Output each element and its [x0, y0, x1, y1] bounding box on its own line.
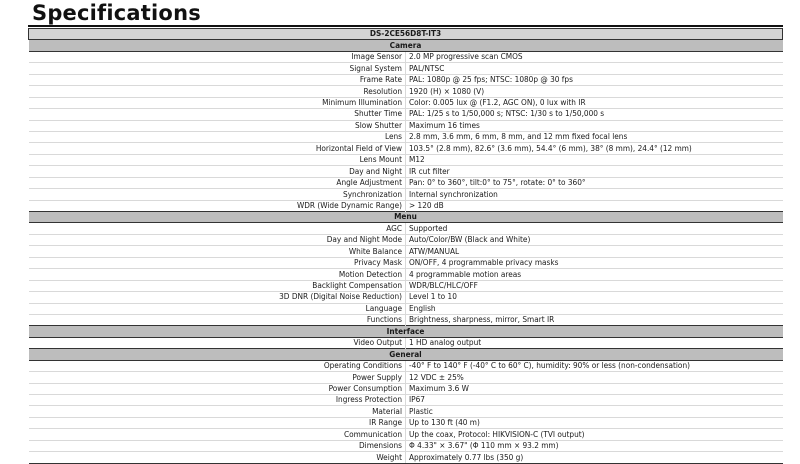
spec-row	[29, 314, 783, 325]
spec-value: Plastic	[406, 406, 783, 417]
spec-row	[29, 303, 783, 314]
spec-row	[29, 97, 783, 108]
spec-row	[29, 74, 783, 85]
spec-row	[29, 440, 783, 451]
spec-value: Up the coax, Protocol: HIKVISION-C (TVI output)	[406, 429, 783, 440]
spec-label: Day and Night	[29, 166, 406, 177]
section-title: Menu	[29, 212, 783, 223]
spec-value: ATW/MANUAL	[406, 246, 783, 257]
spec-label: WDR (Wide Dynamic Range)	[29, 200, 406, 211]
spec-value: Maximum 16 times	[406, 120, 783, 131]
model-name: DS-2CE56D8T-IT3	[29, 29, 783, 40]
spec-label: Backlight Compensation	[29, 280, 406, 291]
section-title: Interface	[29, 326, 783, 337]
spec-label: Lens	[29, 131, 406, 142]
spec-value: Level 1 to 10	[406, 292, 783, 303]
spec-row	[29, 280, 783, 291]
spec-value: Supported	[406, 223, 783, 234]
section-header-general	[29, 349, 783, 360]
spec-value: 12 VDC ± 25%	[406, 372, 783, 383]
spec-label: Signal System	[29, 63, 406, 74]
spec-label: IR Range	[29, 417, 406, 428]
spec-value: PAL: 1/25 s to 1/50,000 s; NTSC: 1/30 s to 1/50,000 s	[406, 109, 783, 120]
spec-label: Angle Adjustment	[29, 177, 406, 188]
spec-label: Image Sensor	[29, 51, 406, 62]
spec-row	[29, 246, 783, 257]
spec-row	[29, 234, 783, 245]
spec-label: Weight	[29, 452, 406, 463]
spec-label: Power Consumption	[29, 383, 406, 394]
spec-label: AGC	[29, 223, 406, 234]
spec-row	[29, 86, 783, 97]
spec-label: Functions	[29, 314, 406, 325]
spec-value: Pan: 0° to 360°, tilt:0° to 75°, rotate: 0° to 360°	[406, 177, 783, 188]
spec-row	[29, 360, 783, 371]
section-title: Camera	[29, 40, 783, 51]
spec-label: Video Output	[29, 337, 406, 348]
spec-label: Communication	[29, 429, 406, 440]
spec-value: Up to 130 ft (40 m)	[406, 417, 783, 428]
spec-value: Approximately 0.77 lbs (350 g)	[406, 452, 783, 463]
spec-row	[29, 383, 783, 394]
section-header-menu	[29, 212, 783, 223]
spec-row	[29, 395, 783, 406]
spec-value: Brightness, sharpness, mirror, Smart IR	[406, 314, 783, 325]
spec-row	[29, 154, 783, 165]
spec-label: Motion Detection	[29, 269, 406, 280]
spec-label: Ingress Protection	[29, 395, 406, 406]
spec-label: Power Supply	[29, 372, 406, 383]
spec-value: PAL: 1080p @ 25 fps; NTSC: 1080p @ 30 fps	[406, 74, 783, 85]
spec-label: Frame Rate	[29, 74, 406, 85]
spec-label: Dimensions	[29, 440, 406, 451]
spec-value: 1920 (H) × 1080 (V)	[406, 86, 783, 97]
spec-row	[29, 51, 783, 62]
spec-row	[29, 109, 783, 120]
spec-row	[29, 452, 783, 463]
spec-row	[29, 189, 783, 200]
spec-row	[29, 417, 783, 428]
spec-row	[29, 223, 783, 234]
spec-value: Maximum 3.6 W	[406, 383, 783, 394]
spec-label: Horizontal Field of View	[29, 143, 406, 154]
section-header-interface	[29, 326, 783, 337]
specifications-table	[28, 28, 783, 464]
spec-value: Auto/Color/BW (Black and White)	[406, 234, 783, 245]
spec-value: ON/OFF, 4 programmable privacy masks	[406, 257, 783, 268]
spec-label: Operating Conditions	[29, 360, 406, 371]
spec-row	[29, 63, 783, 74]
spec-row	[29, 292, 783, 303]
spec-label: Language	[29, 303, 406, 314]
spec-label: Privacy Mask	[29, 257, 406, 268]
spec-row	[29, 337, 783, 348]
spec-value: 1 HD analog output	[406, 337, 783, 348]
section-header-camera	[29, 40, 783, 51]
spec-row	[29, 177, 783, 188]
spec-label: Material	[29, 406, 406, 417]
spec-value: -40° F to 140° F (-40° C to 60° C), humidity: 90% or less (non-condensation)	[406, 360, 783, 371]
spec-label: Minimum Illumination	[29, 97, 406, 108]
spec-row	[29, 200, 783, 211]
spec-row	[29, 269, 783, 280]
spec-label: Slow Shutter	[29, 120, 406, 131]
spec-value: English	[406, 303, 783, 314]
spec-value: > 120 dB	[406, 200, 783, 211]
spec-value: M12	[406, 154, 783, 165]
spec-row	[29, 143, 783, 154]
section-title: General	[29, 349, 783, 360]
spec-label: Day and Night Mode	[29, 234, 406, 245]
spec-row	[29, 120, 783, 131]
spec-label: Shutter Time	[29, 109, 406, 120]
spec-value: 103.5° (2.8 mm), 82.6° (3.6 mm), 54.4° (6 mm), 38° (8 mm), 24.4° (12 mm)	[406, 143, 783, 154]
spec-value: IR cut filter	[406, 166, 783, 177]
title-divider	[28, 25, 783, 27]
page-title: Specifications	[32, 1, 201, 25]
spec-row	[29, 166, 783, 177]
spec-value: 2.8 mm, 3.6 mm, 6 mm, 8 mm, and 12 mm fixed focal lens	[406, 131, 783, 142]
spec-value: IP67	[406, 395, 783, 406]
spec-value: Φ 4.33" × 3.67" (Φ 110 mm × 93.2 mm)	[406, 440, 783, 451]
spec-row	[29, 257, 783, 268]
spec-label: Lens Mount	[29, 154, 406, 165]
specifications-table-body	[29, 29, 783, 464]
spec-row	[29, 406, 783, 417]
spec-label: White Balance	[29, 246, 406, 257]
spec-row	[29, 429, 783, 440]
spec-value: PAL/NTSC	[406, 63, 783, 74]
spec-value: 4 programmable motion areas	[406, 269, 783, 280]
spec-label: Resolution	[29, 86, 406, 97]
spec-value: WDR/BLC/HLC/OFF	[406, 280, 783, 291]
spec-value: 2.0 MP progressive scan CMOS	[406, 51, 783, 62]
spec-row	[29, 372, 783, 383]
spec-value: Color: 0.005 lux @ (F1.2, AGC ON), 0 lux with IR	[406, 97, 783, 108]
spec-row	[29, 131, 783, 142]
model-header-row	[29, 29, 783, 40]
spec-value: Internal synchronization	[406, 189, 783, 200]
spec-label: 3D DNR (Digital Noise Reduction)	[29, 292, 406, 303]
spec-label: Synchronization	[29, 189, 406, 200]
